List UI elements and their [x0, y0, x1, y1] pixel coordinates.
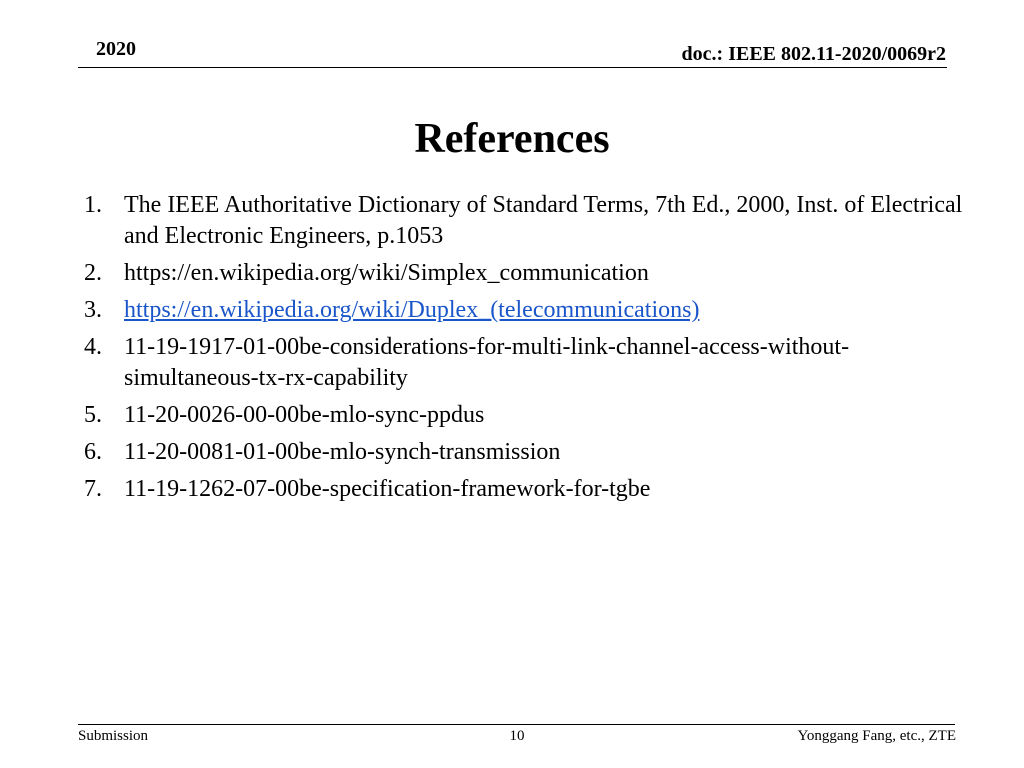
header-doc-id: doc.: IEEE 802.11-2020/0069r2 [681, 43, 946, 65]
reference-item-6 [84, 437, 964, 468]
reference-text: 11-20-0081-01-00be-mlo-synch-transmission [124, 439, 561, 465]
reference-number: 7. [84, 476, 102, 502]
footer-submission: Submission [78, 728, 149, 744]
reference-text: 11-19-1262-07-00be-specification-framework-for-tgbe [124, 476, 651, 502]
reference-item-5 [84, 400, 964, 431]
reference-number: 4. [84, 334, 102, 360]
reference-number: 1. [84, 192, 102, 218]
reference-number: 5. [84, 402, 102, 428]
reference-item-7 [84, 474, 964, 505]
header-divider [78, 67, 947, 68]
reference-item-4 [84, 332, 964, 394]
reference-text: The IEEE Authoritative Dictionary of Standard Terms, 7th Ed., 2000, Inst. of Electrical and Electronic Engineers, p.1053 [124, 192, 963, 249]
page-title: References [414, 116, 610, 162]
reference-number: 2. [84, 260, 102, 286]
references-list [84, 190, 964, 511]
reference-text: 11-20-0026-00-00be-mlo-sync-ppdus [124, 402, 485, 428]
footer-page-number: 10 [509, 728, 525, 744]
reference-item-2 [84, 258, 964, 289]
reference-text: https://en.wikipedia.org/wiki/Simplex_communication [124, 260, 649, 286]
reference-number: 6. [84, 439, 102, 465]
reference-text: 11-19-1917-01-00be-considerations-for-multi-link-channel-access-without-simultaneous-tx-rx-capability [124, 334, 850, 391]
reference-link-duplex[interactable]: https://en.wikipedia.org/wiki/Duplex_(telecommunications) [124, 297, 700, 323]
footer-divider [78, 724, 955, 725]
reference-number: 3. [84, 297, 102, 323]
footer-author: Yonggang Fang, etc., ZTE [797, 728, 956, 744]
reference-item-3 [84, 295, 964, 326]
reference-item-1 [84, 190, 964, 252]
header-year: 2020 [96, 38, 136, 60]
